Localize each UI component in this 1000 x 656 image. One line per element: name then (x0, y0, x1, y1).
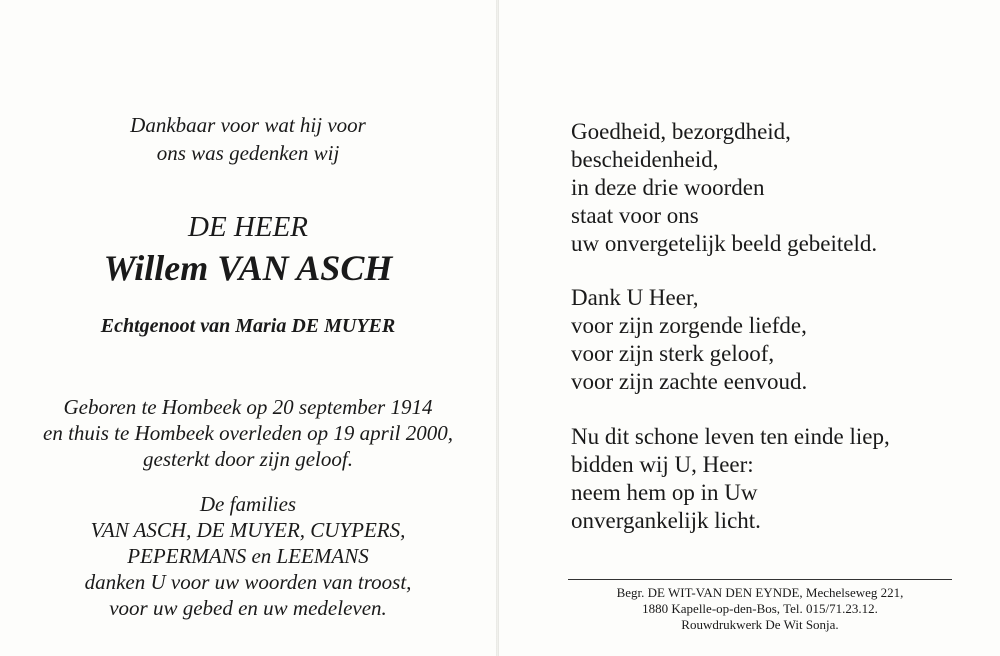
poem-line: onvergankelijk licht. (571, 508, 761, 533)
faith-line: gesterkt door zijn geloof. (143, 447, 353, 471)
title-de-heer: DE HEER (188, 211, 308, 243)
families-heading: De families (199, 492, 297, 516)
poem-line: bidden wij U, Heer: (571, 452, 754, 477)
printer-imprint (568, 585, 952, 633)
thanks-line-1: danken U voor uw woorden van troost, (84, 570, 412, 594)
printer-line-1: Begr. DE WIT-VAN DEN EYNDE, Mechelseweg 221, (616, 585, 904, 600)
poem-stanza-1 (571, 118, 877, 258)
poem-line: Nu dit schone leven ten einde liep, (571, 424, 890, 449)
poem-line: uw onvergetelijk beeld gebeiteld. (571, 231, 878, 256)
poem-line: voor zijn sterk geloof, (571, 341, 775, 366)
left-panel (0, 0, 496, 656)
poem-line: staat voor ons (571, 203, 699, 228)
poem-line: voor zijn zorgende liefde, (571, 313, 807, 338)
poem-line: voor zijn zachte eenvoud. (571, 369, 808, 394)
poem-stanza-2 (571, 284, 807, 396)
printer-line-3: Rouwdrukwerk De Wit Sonja. (681, 617, 839, 632)
families-names-2: PEPERMANS en LEEMANS (127, 544, 369, 568)
poem-line: in deze drie woorden (571, 175, 765, 200)
intro-line-1: Dankbaar voor wat hij voor (130, 113, 366, 137)
death-line: en thuis te Hombeek overleden op 19 april 2000, (43, 421, 453, 445)
poem-line: neem hem op in Uw (571, 480, 758, 505)
deceased-name: Willem VAN ASCH (103, 248, 393, 288)
printer-line-2: 1880 Kapelle-op-den-Bos, Tel. 015/71.23.12. (642, 601, 878, 616)
thanks-line-2: voor uw gebed en uw medeleven. (109, 596, 387, 620)
intro-line-2: ons was gedenken wij (156, 141, 340, 165)
poem-line: Goedheid, bezorgdheid, (571, 119, 791, 144)
poem-line: Dank U Heer, (571, 285, 699, 310)
right-panel (499, 0, 1000, 656)
printer-divider (568, 579, 952, 580)
poem-stanza-3 (571, 423, 890, 535)
poem-line: bescheidenheid, (571, 147, 719, 172)
birth-line: Geboren te Hombeek op 20 september 1914 (63, 395, 433, 419)
families-names-1: VAN ASCH, DE MUYER, CUYPERS, (90, 518, 406, 542)
spouse-line: Echtgenoot van Maria DE MUYER (100, 315, 396, 337)
